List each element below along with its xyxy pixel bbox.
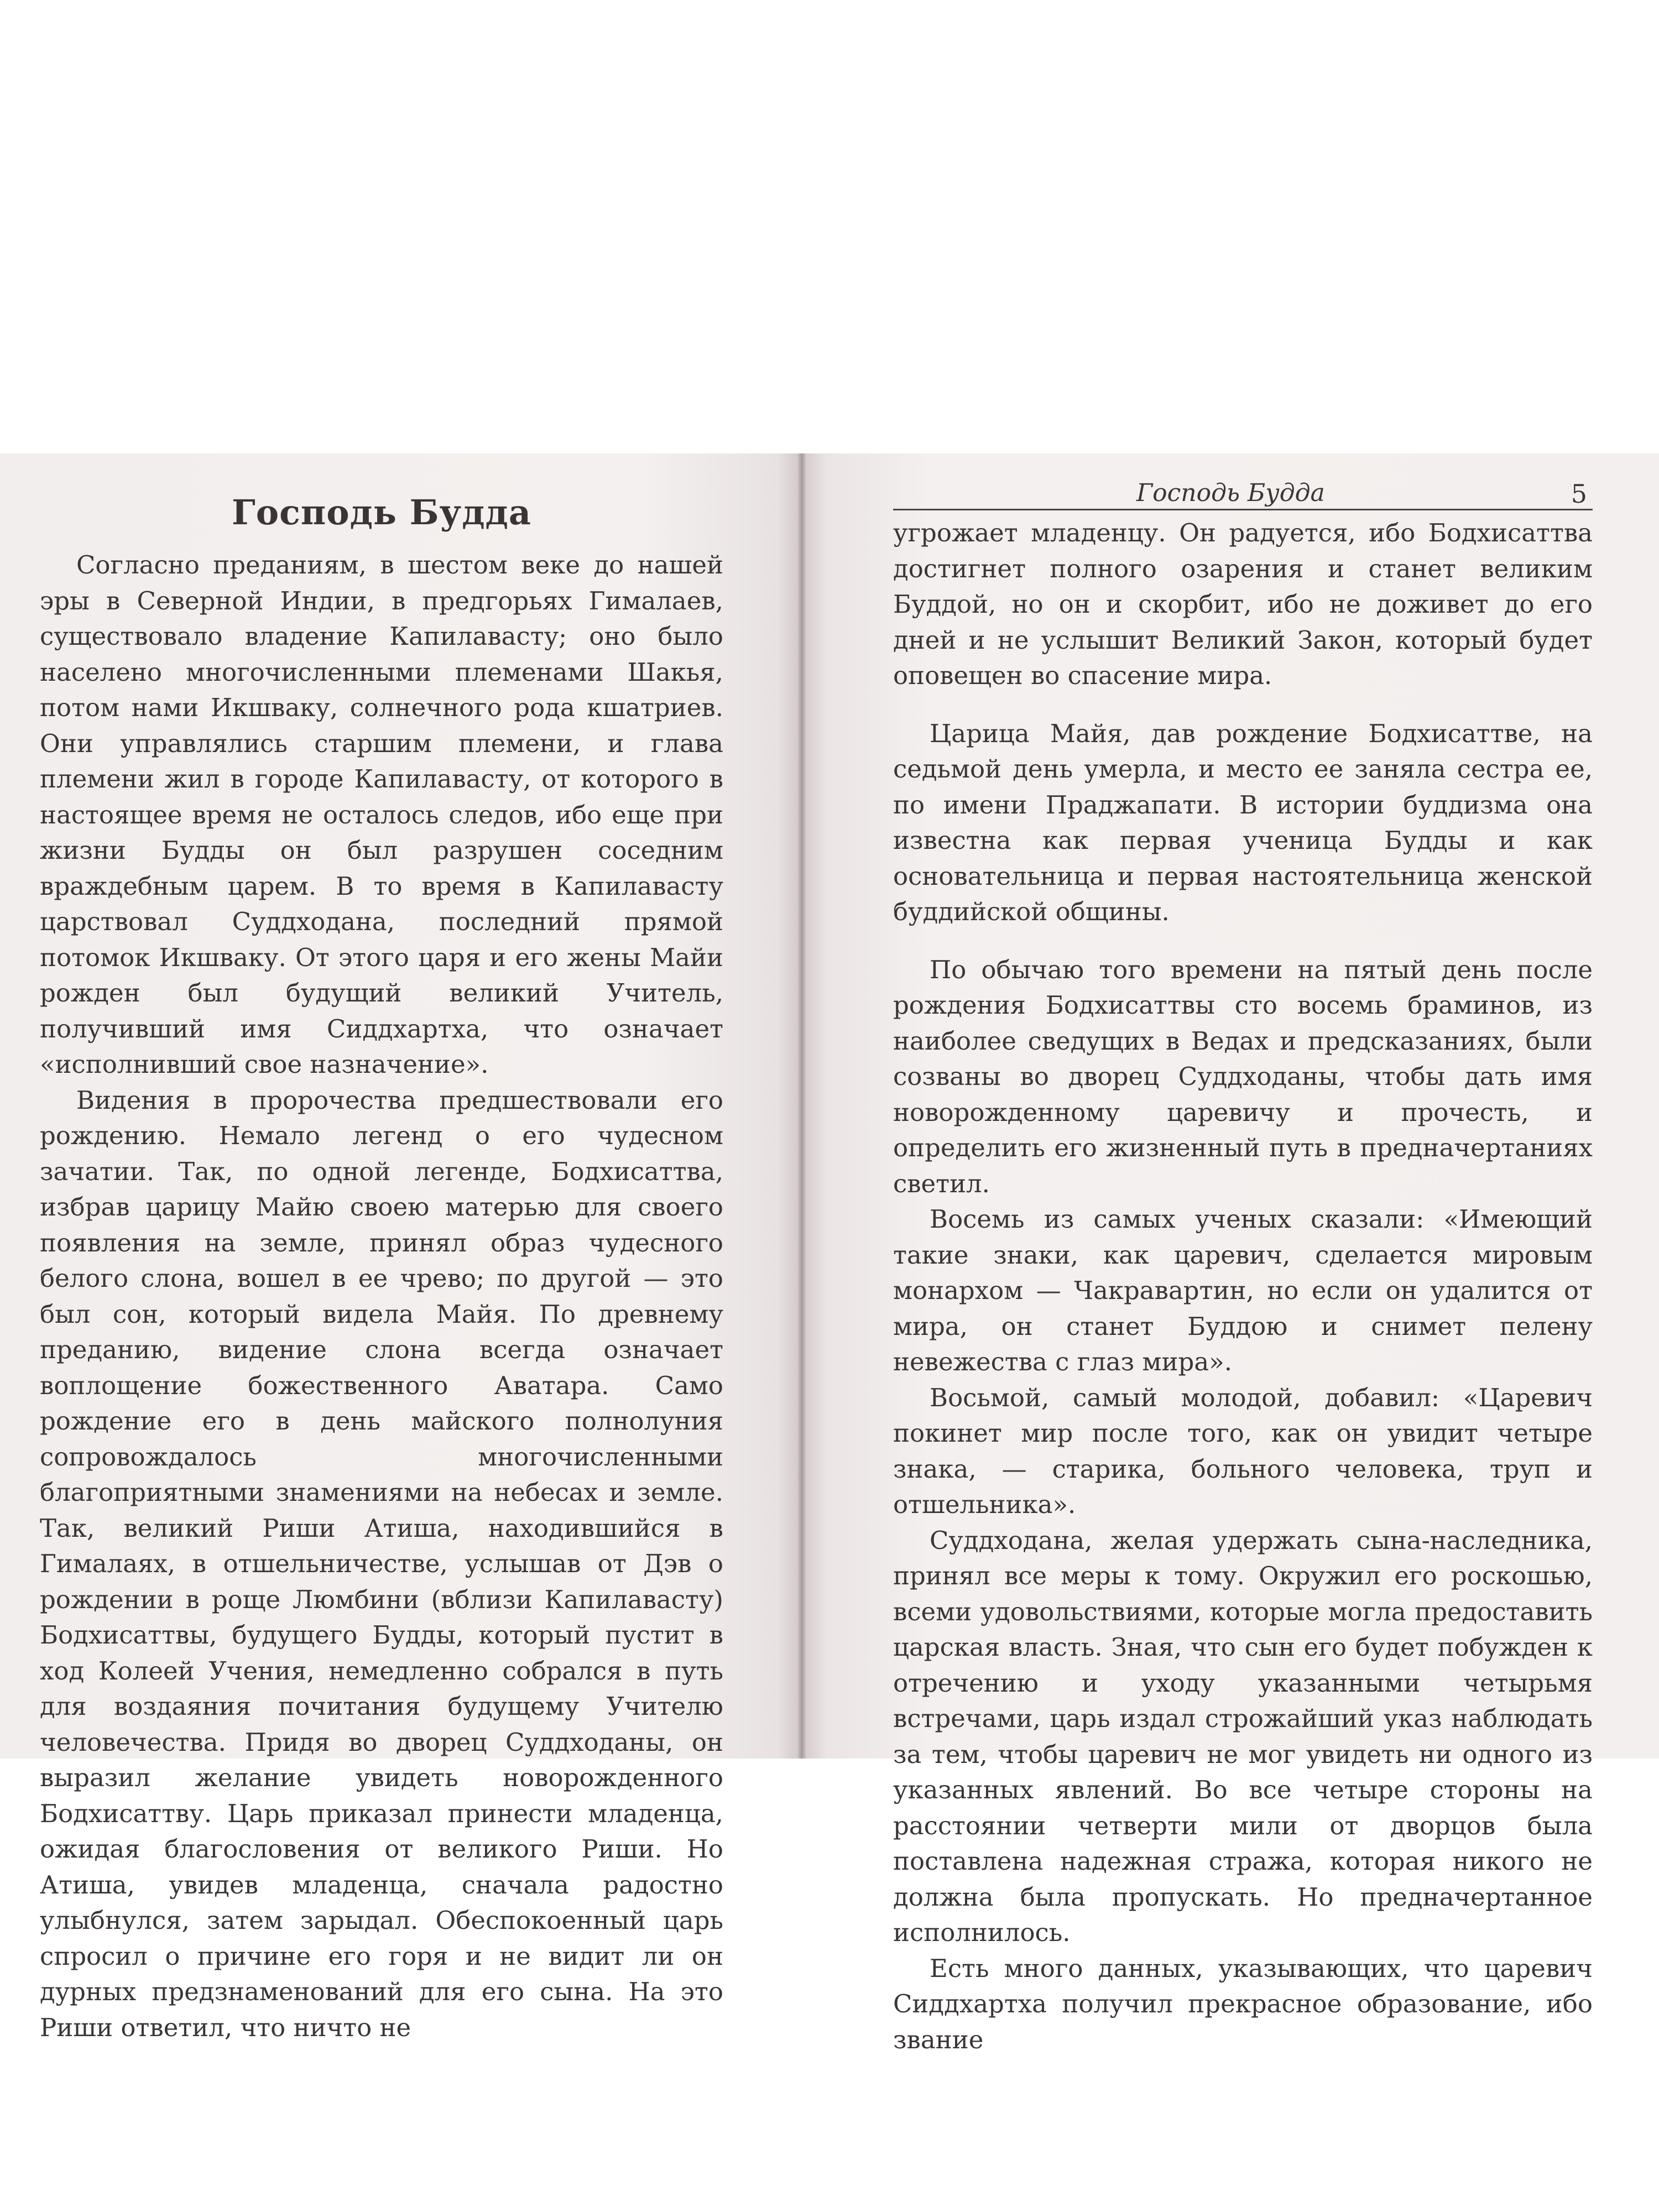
right-paragraph-7: Есть много данных, указывающих, что царевич Сиддхартха получил прекрасное образование, ибо звание [893,1953,1593,2054]
book-spread [0,453,1659,2054]
right-page-body [893,515,1593,2058]
left-page-body [40,547,723,2046]
right-paragraph-4: Восемь из самых ученых сказали: «Имеющий такие знаки, как царевич, сделается мировым монархом — Чакравартин, но если он удалится от мира, он станет Буддою и снимет пелену невежества с глаз мира». [893,1204,1593,1376]
book-gutter [798,453,806,1759]
left-paragraph-2: Видения в пророчества предшествовали его рождению. Немало легенд о его чудесном зачатии. Так, по одной легенде, Бодхисаттва, избрав царицу Майю своею матерью для своего появления на земле, принял образ чудесного белого слона, вошел в ее чрево; по другой — это был сон, который видела Майя. По древнему преданию, видение слона всегда означает воплощение божественного Аватара. Само рождение его в день майского полнолуния сопровождалось многочисленными благоприятными знамениями на небесах и земле. Так, великий Риши Атиша, находившийся в Гималаях, в отшельничестве, услышав от Дэв о рождении в роще Люмбини (вблизи Капилавасту) Бодхисаттвы, будущего Будды, который пустит в ход Колеей Учения, немедленно собрался в путь для воздаяния почитания будущему Учителю человечества. Придя во дворец Суддходаны, он выразил желание увидеть новорожденного Бодхисаттву. Царь приказал принести младенца, ожидая благословения от великого Риши. Но Атиша, увидев младенца, сначала радостно улыбнулся, затем зарыдал. Обеспокоенный царь спросил о причине его горя и не видит ли он дурных предзнаменований для его сына. На это Риши ответил, что ничто не [40,1085,723,2042]
right-paragraph-6: Суддходана, желая удержать сына-наследника, принял все меры к тому. Окружил его роскошью, всеми удовольствиями, которые могла предоставить царская власть. Зная, что сын его будет побужден к отречению и уходу указанными четырьмя встречами, царь издал строжайший указ наблюдать за тем, чтобы царевич не мог увидеть ни одного из указанных явлений. Во все четыре стороны на расстоянии четверти мили от дворцов была поставлена надежная стража, которая никого не должна была пропускать. Но предначертанное исполнилось. [893,1525,1593,1947]
chapter-title: Господь Будда [231,492,532,533]
page-number: 5 [1571,479,1587,509]
left-page [0,453,802,2042]
left-paragraph-1: Согласно преданиям, в шестом веке до нашей эры в Северной Индии, в предгорьях Гималаев, существовало владение Капилавасту; оно было населено многочисленными племенами Шакья, потом нами Икшваку, солнечного рода кшатриев. Они управлялись старшим племени, и глава племени жил в городе Капилавасту, от которого в настоящее время не осталось следов, ибо еще при жизни Будды он был разрушен соседним враждебным царем. В то время в Капилавасту царствовал Суддходана, последний прямой потомок Икшваку. От этого царя и его жены Майи рожден был будущий великий Учитель, получивший имя Сиддхартха, что означает «исполнивший свое назначение». [40,550,723,1079]
running-title: Господь Будда [1136,479,1325,507]
running-header [893,479,1593,510]
right-paragraph-5: Восьмой, самый молодой, добавил: «Царевич покинет мир после того, как он увидит четыре знака, — старика, больного человека, труп и отшельника». [893,1383,1593,1519]
right-paragraph-2: Царица Майя, дав рождение Бодхисаттве, на седьмой день умерла, и место ее заняла сестра ее, по имени Праджапати. В истории буддизма она известна как первая ученица Будды и как основательница и первая настоятельница женской буддийской общины. [893,718,1593,926]
right-paragraph-1: угрожает младенцу. Он радуется, ибо Бодхисаттва достигнет полного озарения и станет великим Буддой, но он и скорбит, ибо не доживет до его дней и не услышит Великий Закон, который будет оповещен во спасение мира. [893,518,1593,690]
right-paragraph-3: По обычаю того времени на пятый день после рождения Бодхисаттвы сто восемь браминов, из наиболее сведущих в Ведах и предсказаниях, были созваны во дворец Суддходаны, чтобы дать имя новорожденному царевичу и прочесть, и определить его жизненный путь в предначертаниях светил. [893,954,1593,1198]
